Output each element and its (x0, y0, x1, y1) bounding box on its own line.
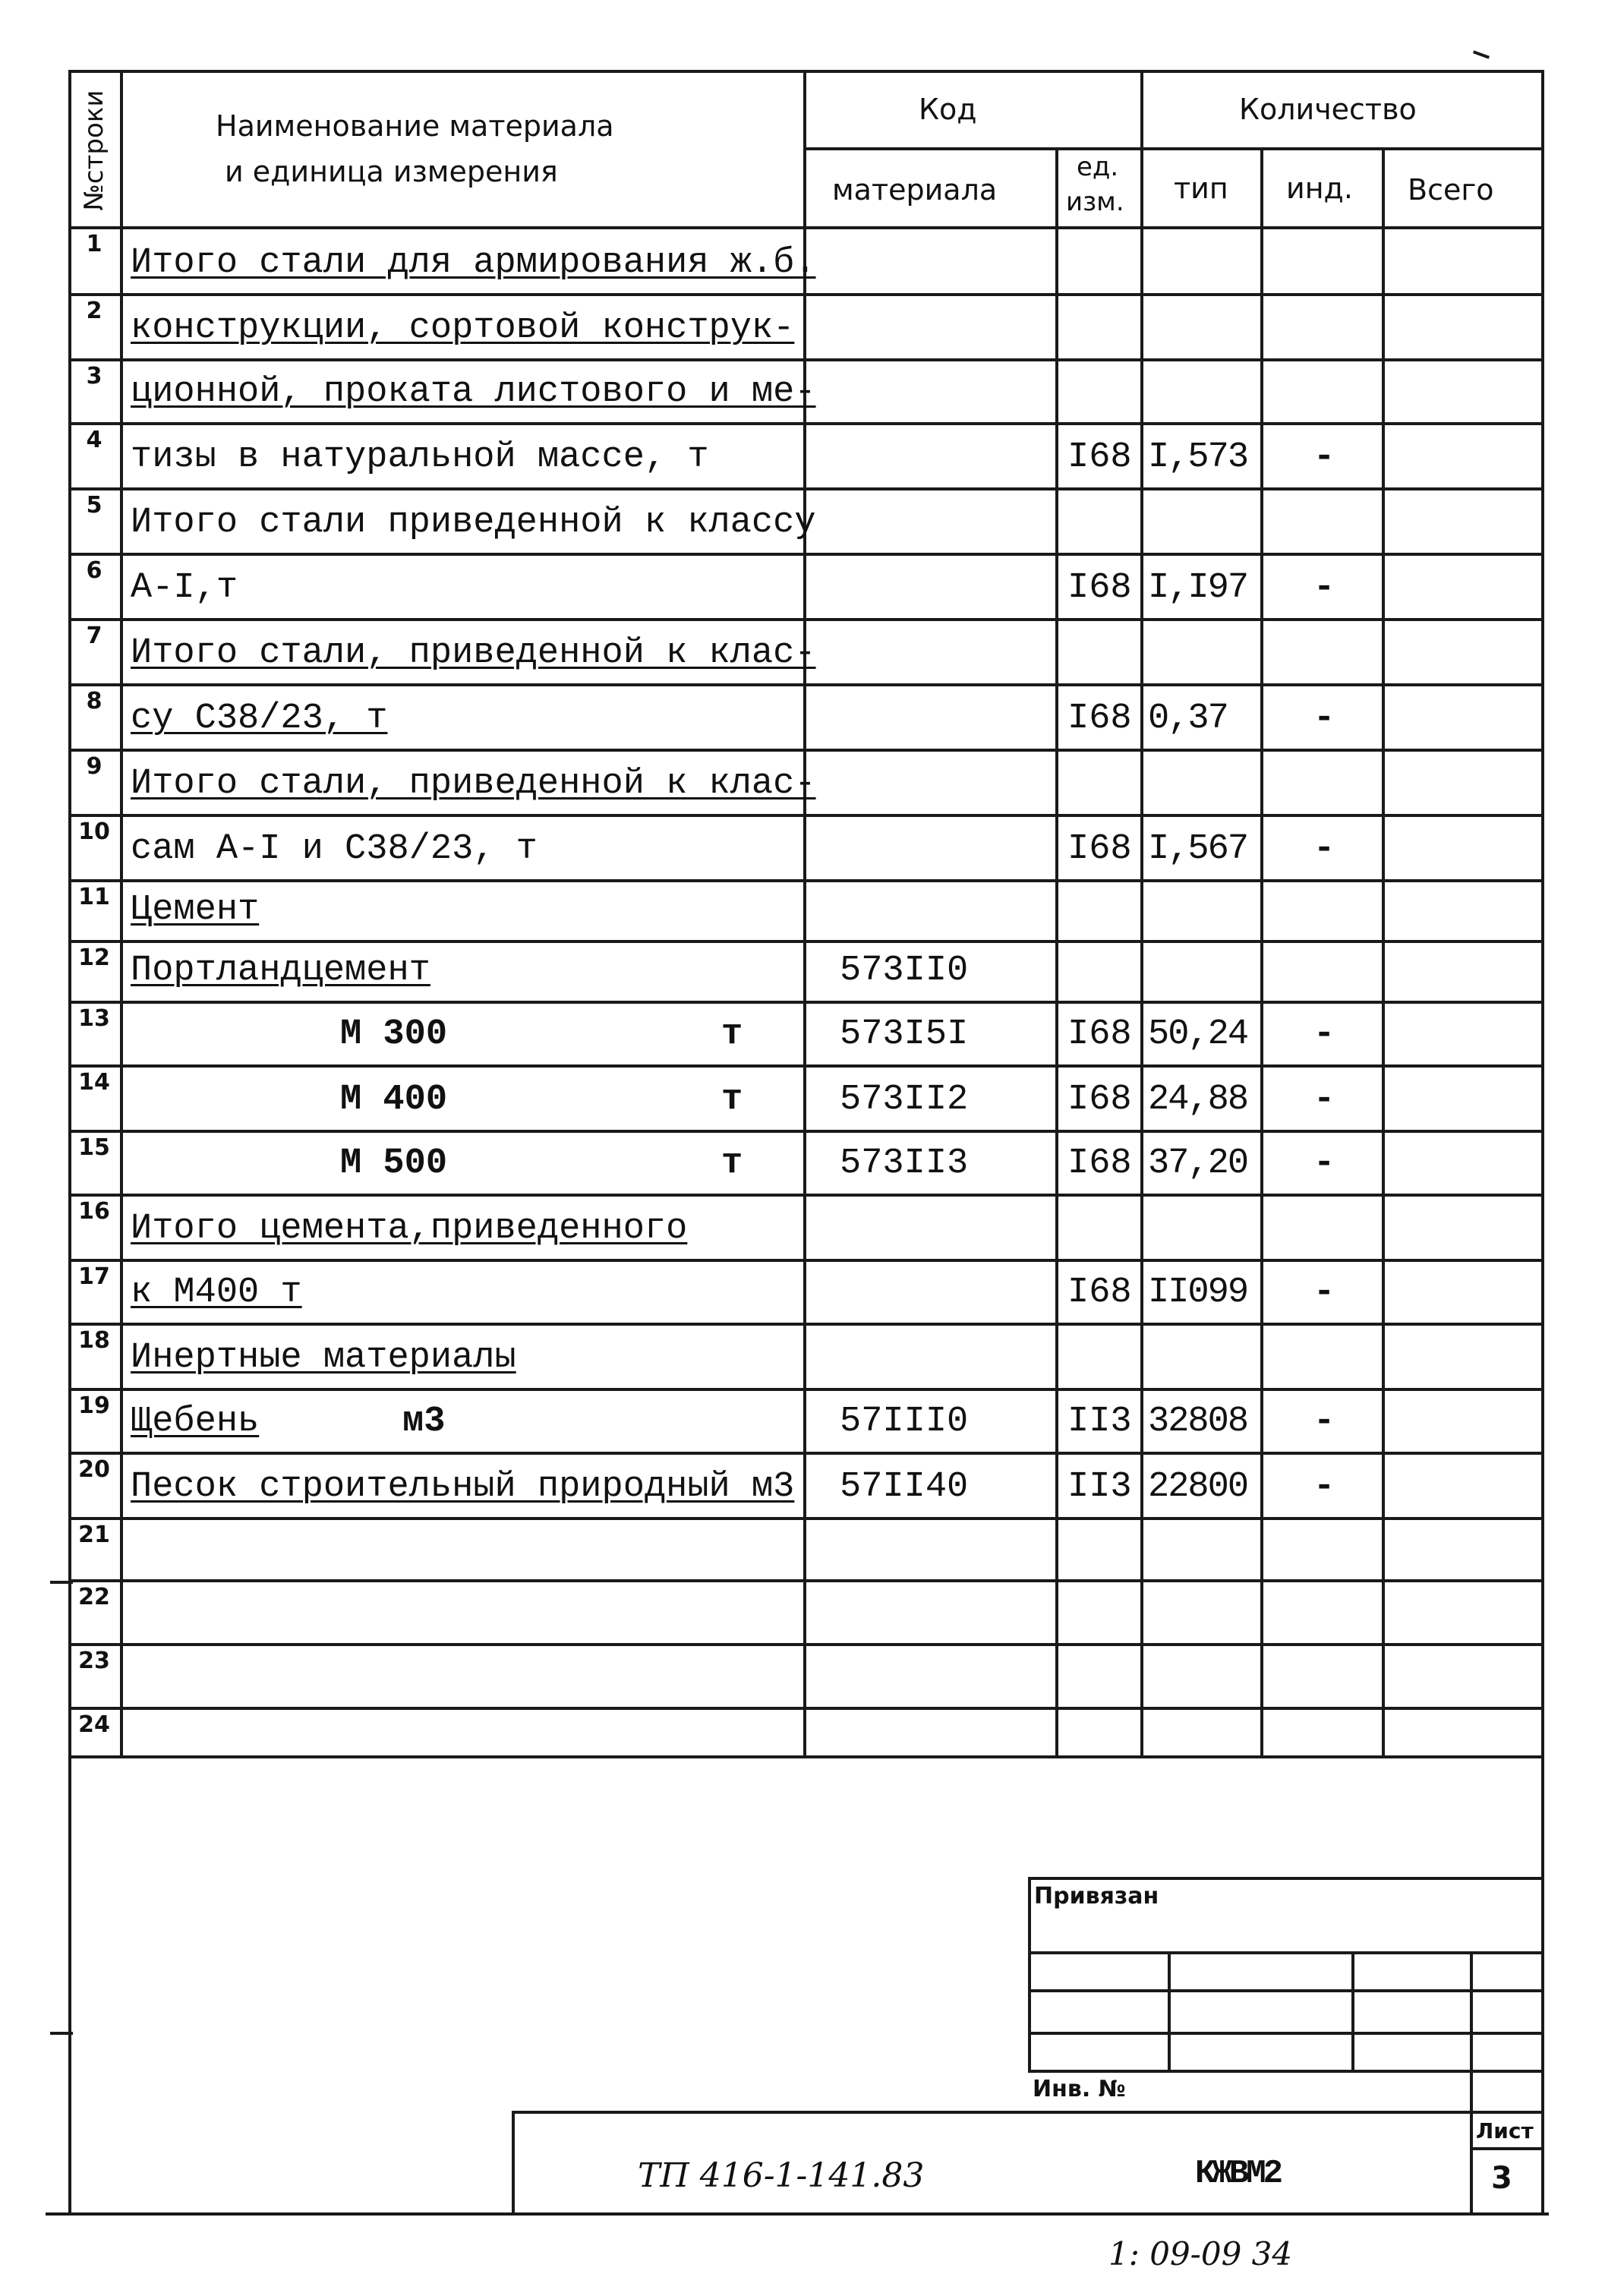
row-number: 24 (78, 1711, 110, 1738)
column-header-name-line1: Наименование материала (216, 109, 614, 143)
row-unit-code: I68 (1067, 699, 1132, 739)
row-unit-code: I68 (1067, 568, 1132, 608)
row-number: 6 (86, 557, 102, 584)
column-header-name-line2: и единица измерения (225, 155, 558, 188)
column-header-ind: инд. (1286, 172, 1353, 205)
row-name: М 300 (340, 1014, 448, 1055)
row-number: 10 (78, 818, 110, 845)
row-number: 21 (78, 1522, 110, 1548)
row-unit-code: I68 (1067, 1014, 1132, 1055)
stamp-sheet-label: Лист (1476, 2118, 1534, 2143)
row-name: Инертные материалы (131, 1338, 516, 1378)
row-ind-quantity: - (1313, 699, 1335, 739)
row-name: тизы в натуральной массе, т (131, 437, 709, 478)
stamp-sheet-number: 3 (1491, 2161, 1512, 2196)
row-number: 14 (78, 1069, 110, 1096)
row-name: Итого стали приведенной к классу (131, 503, 816, 543)
row-name: сам А-I и С38/23, т (131, 829, 538, 869)
row-unit-code: I68 (1067, 829, 1132, 869)
column-header-unit-line2: изм. (1066, 187, 1124, 217)
row-name: Портландцемент (131, 951, 430, 991)
row-name: су С38/23, т (131, 699, 388, 739)
row-name: Итого цемента,приведенного (131, 1209, 688, 1249)
corner-mark (1473, 50, 1490, 58)
row-name: А-I,т (131, 568, 238, 608)
row-number: 16 (78, 1198, 110, 1225)
row-number: 17 (78, 1263, 110, 1290)
row-unit-code: I68 (1067, 1080, 1132, 1120)
column-header-quantity: Количество (1239, 93, 1417, 126)
row-number: 15 (78, 1134, 110, 1161)
row-ind-quantity: - (1313, 1467, 1335, 1507)
row-unit-code: II3 (1067, 1467, 1132, 1507)
row-ind-quantity: - (1313, 1014, 1335, 1055)
row-ind-quantity: - (1313, 437, 1335, 478)
row-ind-quantity: - (1313, 568, 1335, 608)
row-type-quantity: I,567 (1148, 829, 1248, 869)
row-type-quantity: 32808 (1148, 1402, 1248, 1442)
row-number: 13 (78, 1005, 110, 1032)
row-name-unit: т (721, 1014, 743, 1055)
row-ind-quantity: - (1313, 1402, 1335, 1442)
row-number: 20 (78, 1456, 110, 1483)
row-material-code: 573II3 (840, 1143, 969, 1184)
row-number: 4 (86, 427, 102, 453)
row-ind-quantity: - (1313, 1080, 1335, 1120)
column-header-tip: тип (1174, 172, 1228, 205)
row-name: Итого стали для армирования ж.б. (131, 243, 816, 283)
row-name: М 400 (340, 1080, 448, 1120)
footer-archive-note: 1: 09-09 34 (1108, 2235, 1293, 2272)
column-header-material: материала (832, 173, 998, 207)
row-number: 18 (78, 1327, 110, 1354)
row-number: 1 (86, 231, 102, 257)
row-name: Итого стали, приведенной к клас- (131, 764, 816, 804)
row-unit-code: I68 (1067, 437, 1132, 478)
row-number: 22 (78, 1584, 110, 1610)
row-number: 2 (86, 298, 102, 324)
row-unit-code: I68 (1067, 1273, 1132, 1313)
row-name-unit: м3 (402, 1402, 446, 1442)
row-type-quantity: 37,20 (1148, 1143, 1248, 1184)
column-header-row-number: №строки (79, 90, 109, 211)
column-header-unit-line1: ед. (1077, 152, 1119, 182)
row-number: 3 (86, 363, 102, 390)
row-type-quantity: I,573 (1148, 437, 1248, 478)
row-ind-quantity: - (1313, 829, 1335, 869)
row-ind-quantity: - (1313, 1273, 1335, 1313)
row-number: 9 (86, 753, 102, 780)
row-name: к М400 т (131, 1273, 302, 1313)
stamp-privyazan-label: Привязан (1034, 1883, 1159, 1910)
row-name-unit: т (721, 1080, 743, 1120)
stamp-document-mark: КЖВМ2 (1195, 2155, 1281, 2193)
row-material-code: 57II40 (840, 1467, 969, 1507)
row-ind-quantity: - (1313, 1143, 1335, 1184)
row-name-unit: т (721, 1143, 743, 1184)
row-number: 5 (86, 492, 102, 519)
row-name: ционной, проката листового и ме- (131, 372, 816, 412)
row-material-code: 573II2 (840, 1080, 969, 1120)
row-unit-code: I68 (1067, 1143, 1132, 1184)
stamp-inventory-number-label: Инв. № (1033, 2076, 1126, 2102)
row-name: Цемент (131, 890, 260, 930)
row-type-quantity: 24,88 (1148, 1080, 1248, 1120)
row-name: Щебень (131, 1402, 260, 1442)
row-name: М 500 (340, 1143, 448, 1184)
row-type-quantity: 50,24 (1148, 1014, 1248, 1055)
row-material-code: 57III0 (840, 1402, 969, 1442)
row-name: Песок строительный природный м3 (131, 1467, 795, 1507)
row-material-code: 573I5I (840, 1014, 969, 1055)
row-unit-code: II3 (1067, 1402, 1132, 1442)
stamp-document-code: ТП 416-1-141.83 (638, 2156, 925, 2195)
row-number: 7 (86, 623, 102, 649)
row-type-quantity: I,I97 (1148, 568, 1248, 608)
column-header-code: Код (919, 93, 977, 126)
row-number: 8 (86, 688, 102, 714)
row-number: 23 (78, 1648, 110, 1674)
row-material-code: 573II0 (840, 951, 969, 991)
row-number: 19 (78, 1392, 110, 1419)
row-name: конструкции, сортовой конструк- (131, 308, 795, 348)
column-header-total: Всего (1408, 173, 1494, 207)
row-type-quantity: 0,37 (1148, 699, 1228, 739)
row-number: 12 (78, 945, 110, 971)
row-name: Итого стали, приведенной к клас- (131, 633, 816, 673)
row-type-quantity: II099 (1148, 1273, 1248, 1313)
row-number: 11 (78, 884, 110, 910)
row-type-quantity: 22800 (1148, 1467, 1248, 1507)
